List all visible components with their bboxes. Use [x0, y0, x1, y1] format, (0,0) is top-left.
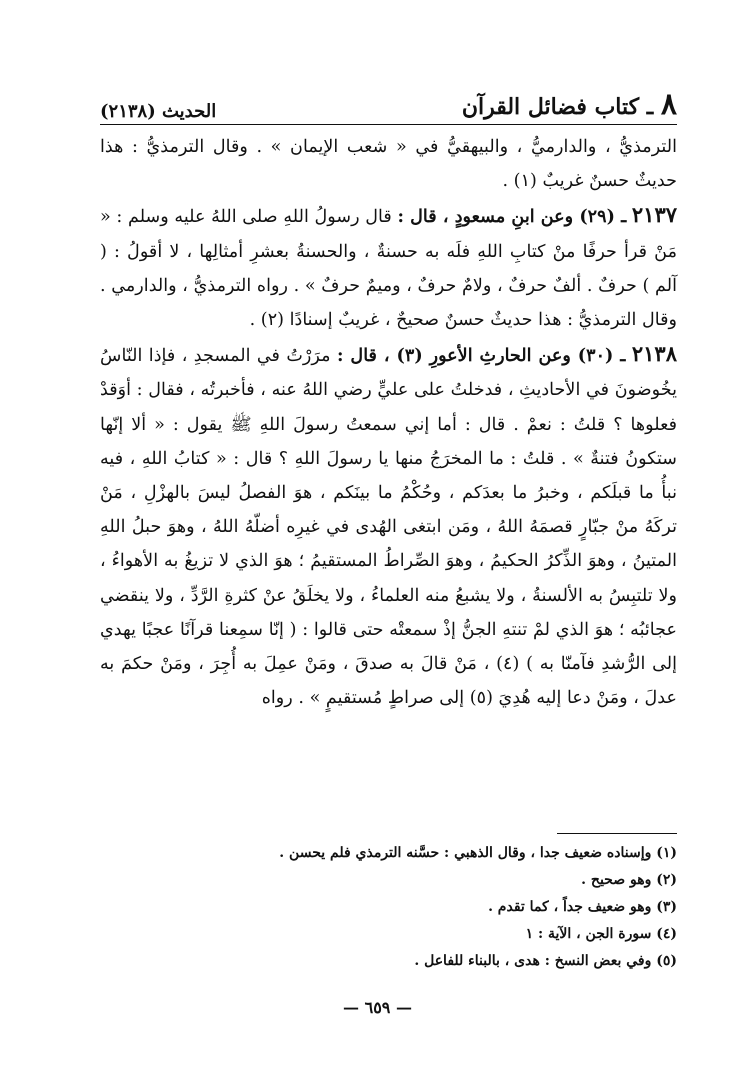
footnotes: [250, 840, 677, 975]
chapter-title: [462, 87, 677, 122]
hadith-isnad: ـ (٣٠) وعن الحارثِ الأعورِ (٣) ، قال :: [336, 345, 626, 367]
hadith-number: ٢١٣٨: [631, 341, 677, 367]
hadith-text: مرَرْتُ في المسجدِ ، فإذا النّاسُ يخُوضونَ في الأحاديثِ ، فدخلتُ على عليٍّ رضي اللهُ عنه ، فأخبرتُه ، فقال : أوَقدْ فعلوها ؟ قلتُ : نعمْ . قال : أما إني سمعتُ رسولَ اللهِ ﷺ يقول : « ألا إنّها ستكونُ فتنةٌ » . قلتُ : ما المخرَجُ منها يا رسولَ اللهِ ؟ قال : « كتابُ اللهِ ، فيه نبأُ ما قبلَكم ، وخبرُ ما بعدَكم ، وحُكْمُ ما بينَكم ، هوَ الفصلُ ليسَ بالهزْلِ ، مَنْ تركَهُ منْ جبّارٍ قصمَهُ اللهُ ، ومَن ابتغى الهُدى في غيرِه أضلّهُ اللهُ ، وهوَ حبلُ اللهِ المتينُ ، وهوَ الذِّكرُ الحكيمُ ، وهوَ الصِّراطُ المستقيمُ ؛ هوَ الذي لا تزيغُ به الأهواءُ ، ولا تلتبِسُ به الألسنةُ ، ولا يشبعُ منه العلماءُ ، ولا يخلَقُ عنْ كثرةِ الرَّدِّ ، ولا ينقضي عجائبُه ؛ هوَ الذي لمْ تنتهِ الجنُّ إذْ سمعتْه حتى قالوا : ( إنّا سمِعنا قرآنًا عجبًا يهدي إلى الرُّشدِ فآمنّا به ) (٤) ، مَنْ قالَ به صدقَ ، ومَنْ عمِلَ به أُجِرَ ، ومَنْ حكمَ به عدلَ ، ومَنْ دعا إليه هُدِيَ (٥) إلى صراطٍ مُستقيمٍ » . رواه: [100, 346, 677, 709]
page-body: [100, 130, 677, 715]
hadith-text: قال رسولُ اللهِ صلى اللهُ عليه وسلم : « مَنْ قرأ حرفًا منْ كتابِ اللهِ فلَه به حسنةٌ ، والحسنةُ بعشرِ أمثالِها ، لا أقولُ : ( آلم ) حرفٌ . ألفٌ حرفٌ ، ولامٌ حرفٌ ، وميمٌ حرفٌ » . رواه الترمذيُّ ، والدارمي . وقال الترمذيُّ : هذا حديثٌ حسنٌ صحيحٌ ، غريبٌ إسنادًا (٢) .: [100, 207, 677, 331]
chapter-name: ـ كتاب فضائل القرآن: [461, 94, 654, 120]
footnote-separator: [557, 833, 677, 834]
header-rule: [100, 124, 677, 125]
page-number: — ٦٥٩ —: [343, 998, 412, 1017]
hadith-2138: [100, 337, 677, 715]
footnote: (٣) وهو ضعيف جداً ، كما تقدم .: [488, 899, 677, 915]
footnote: (٢) وهو صحيح .: [581, 872, 677, 888]
hadith-range: الحديث (٢١٣٨): [100, 101, 217, 122]
chapter-number: ٨: [660, 87, 677, 122]
footnote: (٤) سورة الجن ، الآية : ١: [525, 926, 677, 942]
hadith-number: ٢١٣٧: [631, 202, 678, 228]
running-header: [100, 82, 677, 122]
footnote: (١) وإسناده ضعيف جدا ، وقال الذهبي : حسَّنه الترمذي فلم يحسن .: [279, 845, 677, 861]
hadith-2137: [100, 198, 677, 337]
paragraph-continuation: الترمذيُّ ، والدارميُّ ، والبيهقيُّ في « شعب الإيمان » . وقال الترمذيُّ : هذا حديثٌ حسنٌ غريبٌ (١) .: [100, 137, 677, 192]
footnote: (٥) وفي بعض النسخ : هدى ، بالبناء للفاعل .: [414, 953, 677, 969]
hadith-isnad: ـ (٢٩) وعن ابنِ مسعودٍ ، قال :: [397, 206, 627, 228]
